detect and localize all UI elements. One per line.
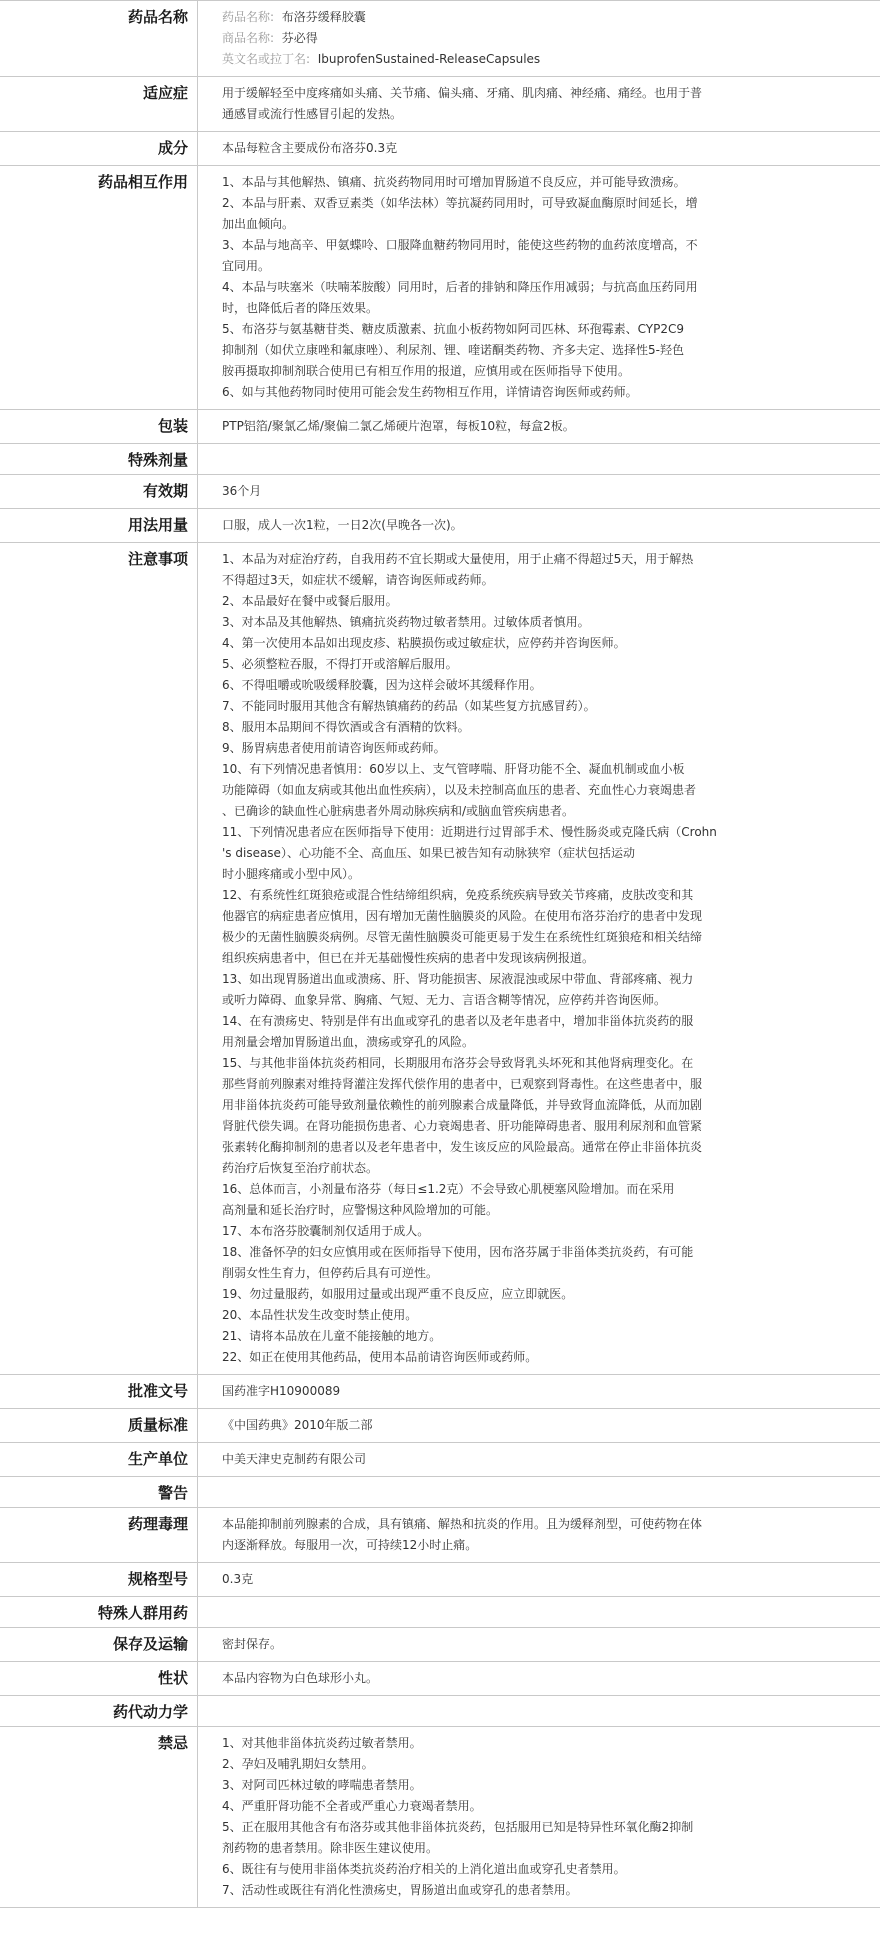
row-storage [0, 1627, 880, 1661]
row-value [198, 1628, 880, 1661]
row-value [198, 1727, 880, 1907]
row-label: 警告 [0, 1477, 198, 1507]
row-label: 注意事项 [0, 543, 198, 1374]
row-label: 药品名称 [0, 1, 198, 76]
row-packaging [0, 409, 880, 443]
row-label: 批准文号 [0, 1375, 198, 1408]
text-line: 21、请将本品放在儿童不能接触的地方。 [222, 1329, 442, 1343]
text-line: 胺再摄取抑制剂联合使用已有相互作用的报道，应慎用或在医师指导下使用。 [222, 364, 631, 378]
row-validity [0, 474, 880, 508]
text-line: 20、本品性状发生改变时禁止使用。 [222, 1308, 418, 1322]
text-line: 中美天津史克制药有限公司 [222, 1452, 367, 1466]
text-line: 36个月 [222, 484, 262, 498]
text-line: 's disease）、心功能不全、高血压、如果已被告知有动脉狭窄（症状包括运动 [222, 846, 635, 860]
text-line: 6、如与其他药物同时使用可能会发生药物相互作用，详情请咨询医师或药师。 [222, 385, 638, 399]
text-line: 剂药物的患者禁用。除非医生建议使用。 [222, 1841, 439, 1855]
row-value [198, 1597, 880, 1627]
text-line: 2、本品最好在餐中或餐后服用。 [222, 594, 398, 608]
text-line: 15、与其他非甾体抗炎药相同，长期服用布洛芬会导致肾乳头坏死和其他肾病理变化。在 [222, 1056, 694, 1070]
text-line: 他器官的病症患者应慎用，因有增加无菌性脑膜炎的风险。在使用布洛芬治疗的患者中发现 [222, 909, 703, 923]
row-label: 药理毒理 [0, 1508, 198, 1562]
row-value [198, 1508, 880, 1562]
trade-name-value: 芬必得 [281, 31, 318, 45]
row-manufacturer [0, 1442, 880, 1476]
row-value [198, 1696, 880, 1726]
row-value [198, 1662, 880, 1695]
text-line: 口服，成人一次1粒，一日2次(早晚各一次)。 [222, 518, 463, 532]
trade-name-label: 商品名称: [222, 31, 275, 45]
text-line: 抑制剂（如伏立康唑和氟康唑）、利尿剂、锂、喹诺酮类药物、齐多夫定、选择性5-羟色 [222, 343, 684, 357]
english-name-value: IbuprofenSustained-ReleaseCapsules [317, 52, 541, 66]
text-line: 不得超过3天，如症状不缓解，请咨询医师或药师。 [222, 573, 494, 587]
row-label: 有效期 [0, 475, 198, 508]
text-line: 14、在有溃疡史、特别是伴有出血或穿孔的患者以及老年患者中，增加非甾体抗炎药的服 [222, 1014, 694, 1028]
trade-name-line [222, 28, 810, 49]
text-line: 12、有系统性红斑狼疮或混合性结缔组织病，免疫系统疾病导致关节疼痛，皮肤改变和其 [222, 888, 694, 902]
text-line: 5、布洛芬与氨基糖苷类、糖皮质激素、抗血小板药物如阿司匹林、环孢霉素、CYP2C9 [222, 322, 685, 336]
text-line: 0.3克 [222, 1572, 254, 1586]
text-line: 肾脏代偿失调。在肾功能损伤患者、心力衰竭患者、肝功能障碍患者、服用利尿剂和血管紧 [222, 1119, 703, 1133]
english-name-line [222, 49, 810, 70]
text-line: 国药准字H10900089 [222, 1384, 341, 1398]
text-line: 削弱女性生育力，但停药后具有可逆性。 [222, 1266, 439, 1280]
row-drug-name [0, 0, 880, 76]
info-rows [0, 76, 880, 1908]
text-line: 加出血倾向。 [222, 217, 295, 231]
text-line: 用非甾体抗炎药可能导致剂量依赖性的前列腺素合成量降低，并导致肾血流降低，从而加剧 [222, 1098, 703, 1112]
text-line: 通感冒或流行性感冒引起的发热。 [222, 107, 403, 121]
row-label: 用法用量 [0, 509, 198, 542]
text-line: 7、活动性或既往有消化性溃疡史，胃肠道出血或穿孔的患者禁用。 [222, 1883, 578, 1897]
row-label: 保存及运输 [0, 1628, 198, 1661]
row-label: 生产单位 [0, 1443, 198, 1476]
row-label: 特殊剂量 [0, 444, 198, 474]
row-value [198, 77, 880, 131]
text-line: 本品能抑制前列腺素的合成，具有镇痛、解热和抗炎的作用。且为缓释剂型，可使药物在体 [222, 1517, 703, 1531]
text-line: 3、对阿司匹林过敏的哮喘患者禁用。 [222, 1778, 422, 1792]
row-value [198, 475, 880, 508]
text-line: 本品内容物为白色球形小丸。 [222, 1671, 379, 1685]
row-pharmacology [0, 1507, 880, 1562]
text-line: 1、本品为对症治疗药，自我用药不宜长期或大量使用，用于止痛不得超过5天，用于解热 [222, 552, 694, 566]
text-line: 功能障碍（如血友病或其他出血性疾病），以及未控制高血压的患者、充血性心力衰竭患者 [222, 783, 697, 797]
text-line: 组织疾病患者中，但已在并无基础慢性疾病的患者中发现该病例报道。 [222, 951, 595, 965]
text-line: 3、对本品及其他解热、镇痛抗炎药物过敏者禁用。过敏体质者慎用。 [222, 615, 590, 629]
text-line: 高剂量和延长治疗时，应警惕这种风险增加的可能。 [222, 1203, 499, 1217]
row-pharmacokinetics [0, 1695, 880, 1726]
row-label: 药品相互作用 [0, 166, 198, 409]
text-line: 本品每粒含主要成份布洛芬0.3克 [222, 141, 398, 155]
row-value [198, 1, 880, 76]
row-value [198, 132, 880, 165]
text-line: 18、准备怀孕的妇女应慎用或在医师指导下使用，因布洛芬属于非甾体类抗炎药，有可能 [222, 1245, 694, 1259]
text-line: 3、本品与地高辛、甲氨蝶呤、口服降血糖药物同用时，能使这些药物的血药浓度增高，不 [222, 238, 698, 252]
row-value [198, 1477, 880, 1507]
text-line: 6、不得咀嚼或吮吸缓释胶囊，因为这样会破坏其缓释作用。 [222, 678, 542, 692]
text-line: 那些肾前列腺素对维持肾灌注发挥代偿作用的患者中，已观察到肾毒性。在这些患者中，服 [222, 1077, 703, 1091]
english-name-label: 英文名或拉丁名: [222, 52, 311, 66]
row-approval [0, 1374, 880, 1408]
row-quality-standard [0, 1408, 880, 1442]
row-value [198, 509, 880, 542]
text-line: 22、如正在使用其他药品，使用本品前请咨询医师或药师。 [222, 1350, 538, 1364]
text-line: 张素转化酶抑制剂的患者以及老年患者中，发生该反应的风险最高。通常在停止非甾体抗炎 [222, 1140, 703, 1154]
row-interactions [0, 165, 880, 409]
row-label: 适应症 [0, 77, 198, 131]
row-appearance [0, 1661, 880, 1695]
text-line: 9、肠胃病患者使用前请咨询医师或药师。 [222, 741, 446, 755]
text-line: 用剂量会增加胃肠道出血，溃疡或穿孔的风险。 [222, 1035, 475, 1049]
text-line: 《中国药典》2010年版二部 [222, 1418, 373, 1432]
text-line: 11、下列情况患者应在医师指导下使用：近期进行过胃部手术、慢性肠炎或克隆氏病（Crohn [222, 825, 717, 839]
text-line: 19、勿过量服药，如服用过量或出现严重不良反应，应立即就医。 [222, 1287, 574, 1301]
row-warning [0, 1476, 880, 1507]
text-line: 17、本布洛芬胶囊制剂仅适用于成人。 [222, 1224, 430, 1238]
row-label: 禁忌 [0, 1727, 198, 1907]
row-precautions [0, 542, 880, 1374]
row-value [198, 1563, 880, 1596]
text-line: 极少的无菌性脑膜炎病例。尽管无菌性脑膜炎可能更易于发生在系统性红斑狼疮和相关结缔 [222, 930, 703, 944]
text-line: 7、不能同时服用其他含有解热镇痛药的药品（如某些复方抗感冒药）。 [222, 699, 596, 713]
text-line: 4、严重肝肾功能不全者或严重心力衰竭者禁用。 [222, 1799, 482, 1813]
text-line: 4、第一次使用本品如出现皮疹、粘膜损伤或过敏症状，应停药并咨询医师。 [222, 636, 626, 650]
text-line: 13、如出现胃肠道出血或溃疡、肝、肾功能损害、尿液混浊或尿中带血、背部疼痛、视力 [222, 972, 694, 986]
row-value [198, 410, 880, 443]
row-value [198, 1375, 880, 1408]
row-specification [0, 1562, 880, 1596]
row-label: 包装 [0, 410, 198, 443]
row-indications [0, 76, 880, 131]
text-line: 5、正在服用其他含有布洛芬或其他非甾体抗炎药，包括服用已知是特异性环氧化酶2抑制 [222, 1820, 694, 1834]
text-line: 用于缓解轻至中度疼痛如头痛、关节痛、偏头痛、牙痛、肌肉痛、神经痛、痛经。也用于普 [222, 86, 703, 100]
text-line: 药治疗后恢复至治疗前状态。 [222, 1161, 379, 1175]
text-line: PTP铝箔/聚氯乙烯/聚偏二氯乙烯硬片泡罩，每板10粒，每盒2板。 [222, 419, 575, 433]
row-label: 特殊人群用药 [0, 1597, 198, 1627]
text-line: 8、服用本品期间不得饮酒或含有酒精的饮料。 [222, 720, 470, 734]
row-label: 性状 [0, 1662, 198, 1695]
text-line: 时小腿疼痛或小型中风）。 [222, 867, 361, 881]
row-special-dosage [0, 443, 880, 474]
row-value [198, 543, 880, 1374]
row-value [198, 1409, 880, 1442]
text-line: 16、总体而言，小剂量布洛芬（每日≤1.2克）不会导致心肌梗塞风险增加。而在采用 [222, 1182, 675, 1196]
text-line: 2、孕妇及哺乳期妇女禁用。 [222, 1757, 374, 1771]
text-line: 1、本品与其他解热、镇痛、抗炎药物同用时可增加胃肠道不良反应，并可能导致溃疡。 [222, 175, 686, 189]
row-label: 药代动力学 [0, 1696, 198, 1726]
generic-name-line [222, 7, 810, 28]
row-label: 成分 [0, 132, 198, 165]
text-line: 5、必须整粒吞服，不得打开或溶解后服用。 [222, 657, 458, 671]
row-label: 质量标准 [0, 1409, 198, 1442]
row-ingredients [0, 131, 880, 165]
row-contraindications [0, 1726, 880, 1908]
row-usage [0, 508, 880, 542]
text-line: 10、有下列情况患者慎用：60岁以上、支气管哮喘、肝肾功能不全、凝血机制或血小板 [222, 762, 685, 776]
row-special-population [0, 1596, 880, 1627]
text-line: 时，也降低后者的降压效果。 [222, 301, 379, 315]
row-value [198, 1443, 880, 1476]
text-line: 密封保存。 [222, 1637, 283, 1651]
row-label: 规格型号 [0, 1563, 198, 1596]
text-line: 内逐渐释放。每服用一次，可持续12小时止痛。 [222, 1538, 478, 1552]
text-line: 6、既往有与使用非甾体类抗炎药治疗相关的上消化道出血或穿孔史者禁用。 [222, 1862, 626, 1876]
row-value [198, 444, 880, 474]
row-value [198, 166, 880, 409]
text-line: 、已确诊的缺血性心脏病患者外周动脉疾病和/或脑血管疾病患者。 [222, 804, 575, 818]
text-line: 宜同用。 [222, 259, 271, 273]
text-line: 1、对其他非甾体抗炎药过敏者禁用。 [222, 1736, 422, 1750]
text-line: 4、本品与呋塞米（呋喃苯胺酸）同用时，后者的排钠和降压作用减弱；与抗高血压药同用 [222, 280, 698, 294]
text-line: 2、本品与肝素、双香豆素类（如华法林）等抗凝药同用时，可导致凝血酶原时间延长，增 [222, 196, 698, 210]
generic-name-value: 布洛芬缓释胶囊 [281, 10, 366, 24]
text-line: 或听力障碍、血象异常、胸痛、气短、无力、言语含糊等情况，应停药并咨询医师。 [222, 993, 667, 1007]
generic-name-label: 药品名称: [222, 10, 275, 24]
